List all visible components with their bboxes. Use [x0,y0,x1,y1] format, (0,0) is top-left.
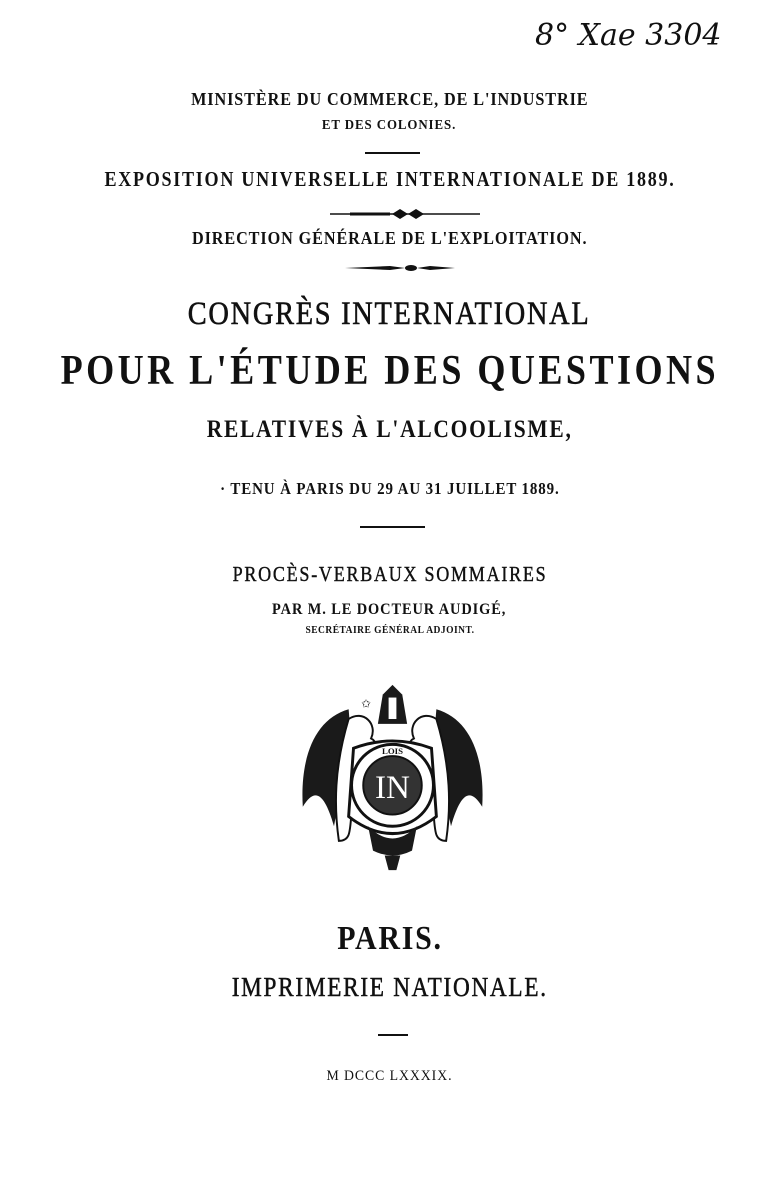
title-line3 [0,416,779,444]
imprimerie-nationale-emblem [295,680,490,875]
divider-rule [378,1034,408,1036]
emblem-monogram: IN [375,768,410,806]
title-line4 [0,479,779,499]
title-line2-text: POUR L'ÉTUDE DES QUESTIONS [60,348,719,394]
imprint-printer [0,972,779,1003]
ministry-line2 [0,118,779,134]
author-line [0,601,779,619]
title-line1-text: CONGRÈS INTERNATIONAL [188,296,591,332]
ornamental-rule [345,263,455,273]
imprint-city-text: PARIS. [336,920,443,957]
imprint-year-text: M DCCC LXXXIX. [326,1068,453,1084]
author-role-text: SECRÉTAIRE GÉNÉRAL ADJOINT. [304,625,474,636]
handwritten-shelfmark: 8° Xae 3304 [535,18,722,53]
title-line4-text: · TENU À PARIS DU 29 AU 31 JUILLET 1889. [219,479,560,498]
title-line1 [0,296,779,333]
subtitle-line [0,562,779,587]
author-text: PAR M. LE DOCTEUR AUDIGÉ, [272,601,507,618]
subtitle-text: PROCÈS-VERBAUX SOMMAIRES [232,562,547,586]
divider-rule [365,152,420,154]
ministry-line1 [0,89,779,110]
imprint-city [0,920,779,958]
title-line3-text: RELATIVES À L'ALCOOLISME, [206,416,573,443]
exposition-title [0,167,779,192]
ministry-line2-text: ET DES COLONIES. [322,118,457,133]
emblem-motto: LOIS [382,746,403,757]
direction-line [0,228,779,249]
author-role [0,625,779,636]
imprint-printer-text: IMPRIMERIE NATIONALE. [231,972,548,1002]
ornamental-rule [330,208,480,220]
ministry-line1-text: MINISTÈRE DU COMMERCE, DE L'INDUSTRIE [190,89,589,109]
divider-rule [360,526,425,528]
title-line2 [0,347,779,395]
direction-text: DIRECTION GÉNÉRALE DE L'EXPLOITATION. [191,228,588,248]
imprint-year [0,1068,779,1085]
svg-text:✩: ✩ [361,697,372,711]
exposition-text: EXPOSITION UNIVERSELLE INTERNATIONALE DE 1889. [103,167,676,191]
